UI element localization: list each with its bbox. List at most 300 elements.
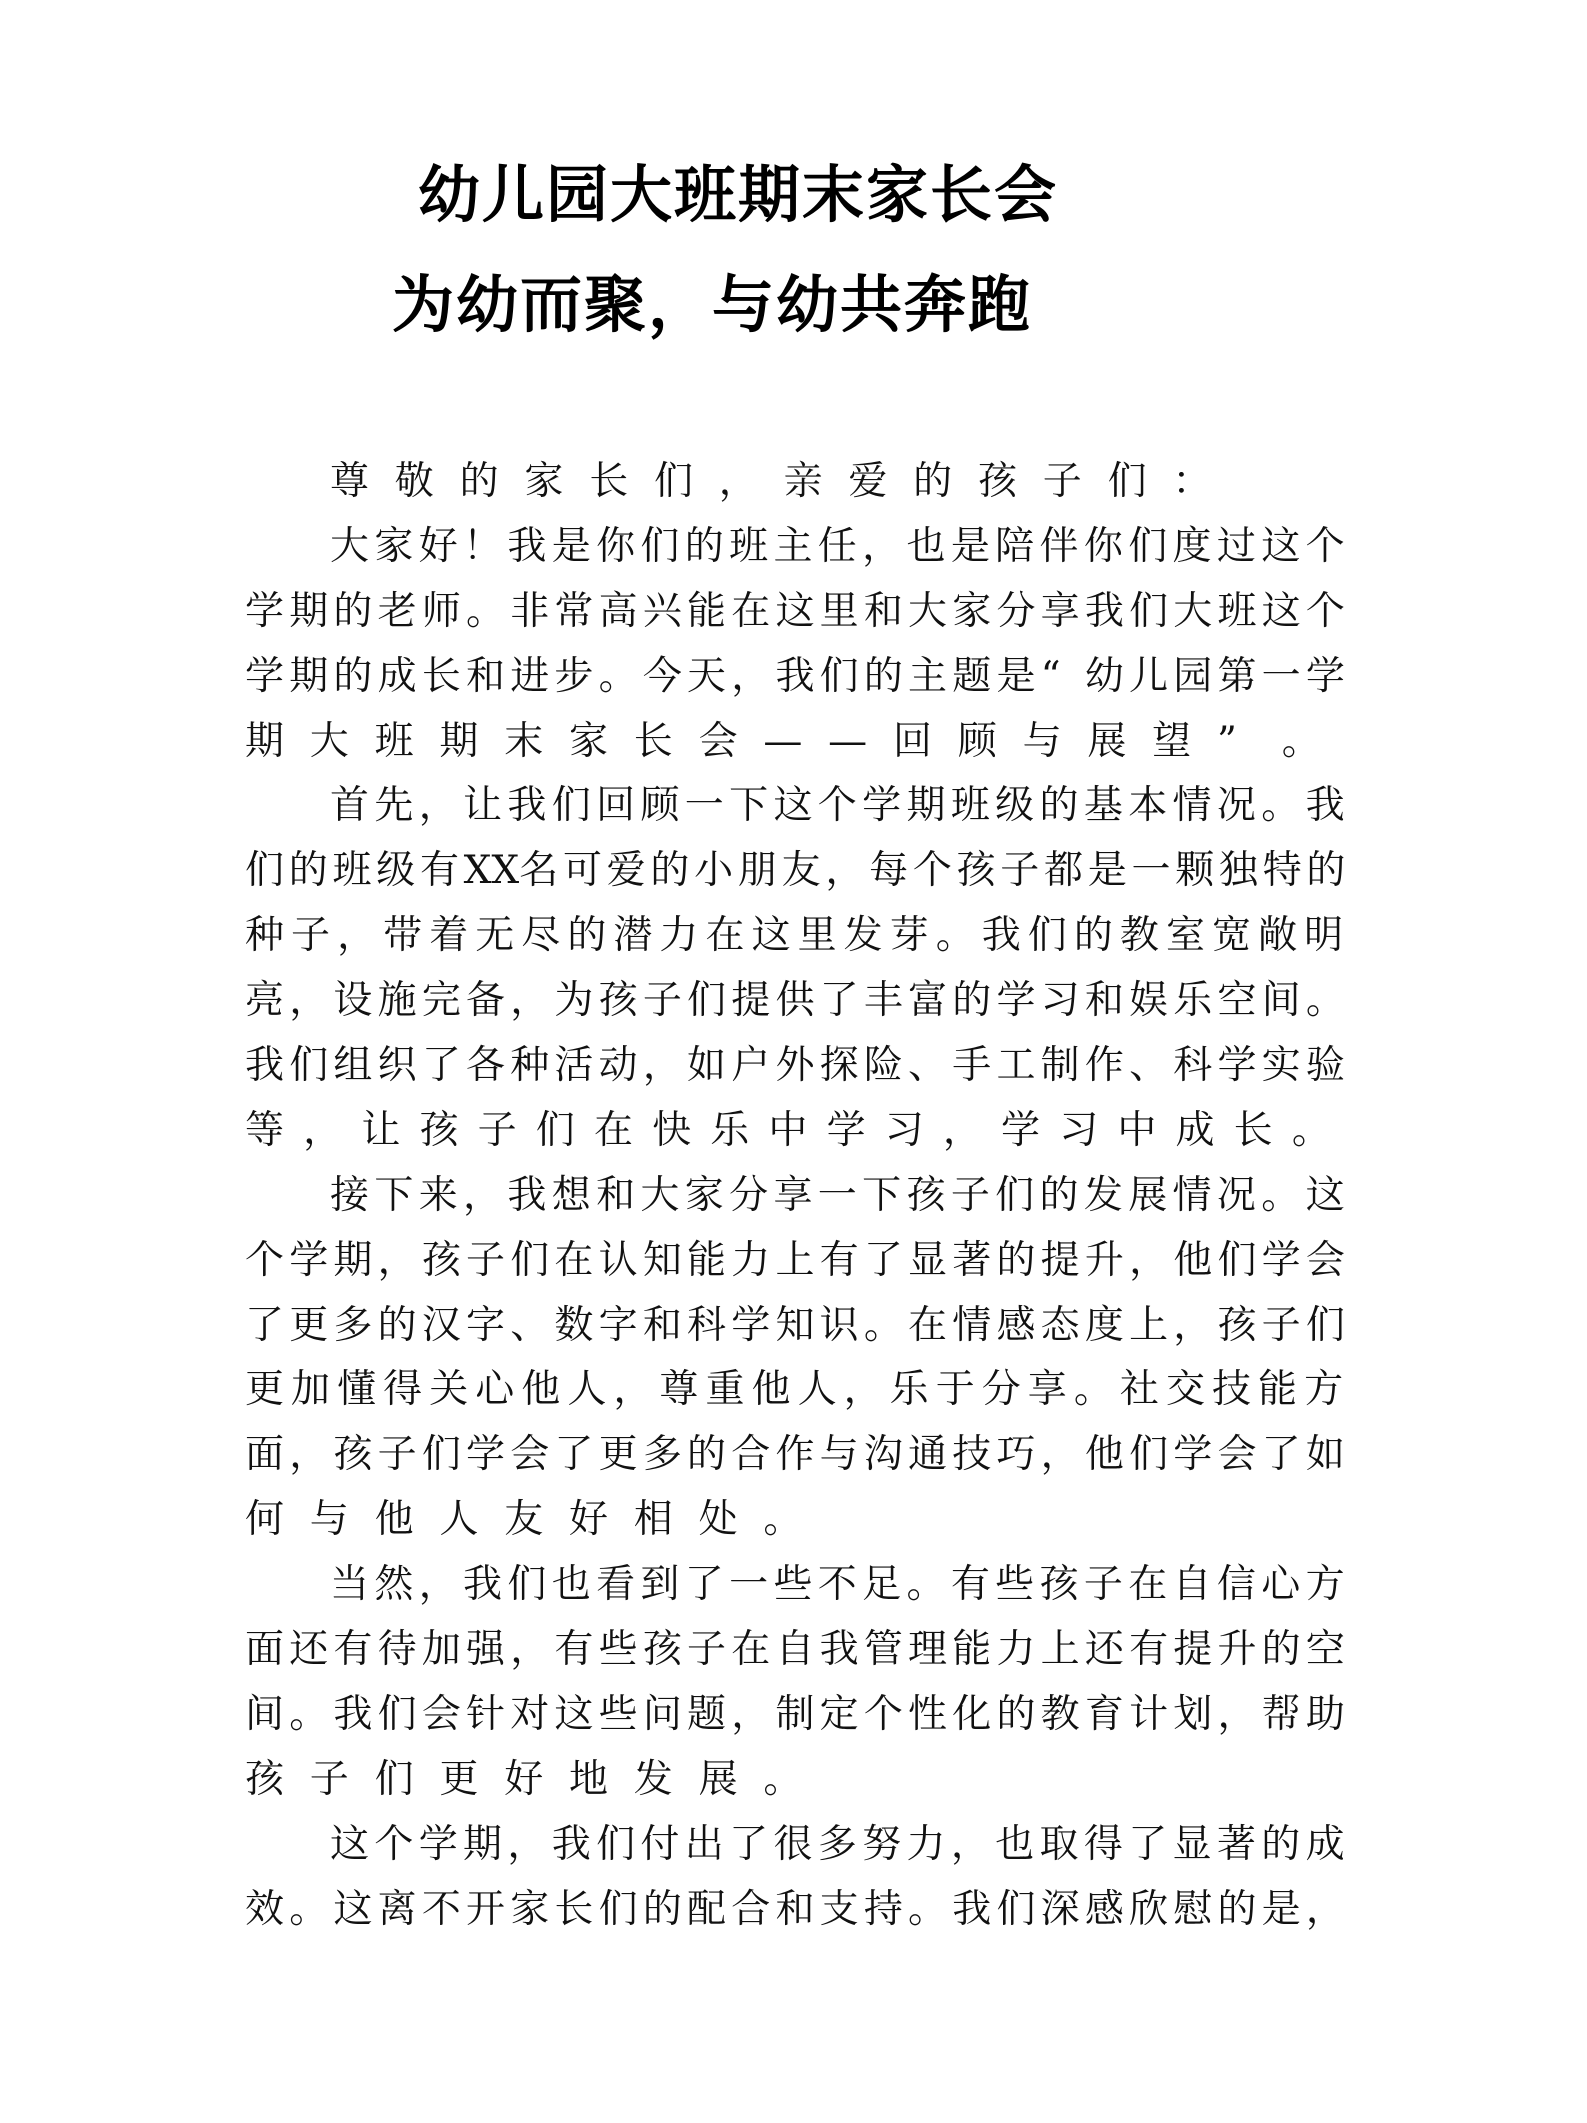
text-glyph: 明 [1304, 913, 1344, 959]
text-glyph: 们 [687, 978, 727, 1024]
text-glyph: 享 [1027, 1367, 1067, 1413]
text-glyph: 个 [817, 783, 857, 829]
text-glyph: 的 [288, 848, 328, 894]
text-glyph: 回 [596, 783, 636, 829]
text-glyph: 享 [1040, 588, 1080, 634]
text-glyph: ， [510, 1627, 550, 1673]
text-glyph: 的 [333, 653, 373, 699]
text-glyph: 我 [333, 1691, 373, 1737]
text-glyph: 施 [377, 978, 417, 1024]
text-glyph: 我 [551, 1821, 591, 1867]
text-glyph: 。 [763, 1497, 803, 1543]
text-glyph: 了 [684, 1562, 724, 1608]
text-glyph: 社 [1119, 1367, 1159, 1413]
text-glyph: 个 [912, 848, 952, 894]
text-glyph: 们 [1129, 588, 1169, 634]
text-glyph: 大 [640, 1172, 680, 1218]
text-glyph: 期 [333, 1237, 373, 1283]
text-glyph: 作 [1084, 1043, 1124, 1089]
text-glyph: 力 [731, 1237, 771, 1283]
paragraph-line [245, 1294, 1350, 1359]
text-glyph: 手 [952, 1043, 992, 1089]
text-glyph: 带 [383, 913, 423, 959]
text-glyph: 心 [475, 1367, 515, 1413]
text-glyph: 我 [507, 783, 547, 829]
text-glyph: 和 [596, 1172, 636, 1218]
text-glyph: 的 [642, 1886, 682, 1932]
text-glyph: 望 [1152, 718, 1192, 764]
text-glyph: “ [1040, 653, 1061, 699]
text-glyph: 期 [439, 718, 479, 764]
text-glyph: 首 [330, 783, 370, 829]
text-glyph: 孩 [245, 1756, 285, 1802]
text-glyph: 的 [1261, 1821, 1301, 1867]
text-glyph: 享 [773, 1172, 813, 1218]
text-glyph: 在 [731, 588, 771, 634]
text-glyph: 子 [466, 1237, 506, 1283]
text-glyph: 合 [731, 1432, 771, 1478]
text-glyph: 先 [374, 783, 414, 829]
text-glyph: 大 [1173, 588, 1213, 634]
text-glyph: ， [289, 978, 329, 1024]
text-glyph: 不 [421, 1886, 461, 1932]
text-glyph: 们 [640, 523, 680, 569]
text-glyph: ， [1305, 1886, 1345, 1932]
text-glyph: 长 [554, 1886, 594, 1932]
text-glyph: 这 [773, 783, 813, 829]
text-glyph: 室 [1165, 913, 1205, 959]
text-glyph: 地 [568, 1756, 608, 1802]
text-glyph: 如 [1305, 1432, 1345, 1478]
text-glyph: 子 [687, 1627, 727, 1673]
text-glyph: 面 [245, 1627, 285, 1673]
text-glyph: ， [1129, 1237, 1169, 1283]
text-glyph: 发 [1083, 1172, 1123, 1218]
text-glyph: ： [1172, 459, 1212, 504]
text-glyph: 学 [1001, 1107, 1041, 1153]
text-glyph: 乐 [710, 1107, 750, 1153]
text-glyph: 、 [908, 1043, 948, 1089]
text-glyph: 助 [1305, 1691, 1345, 1737]
text-glyph: 了 [421, 1043, 461, 1089]
text-glyph: 计 [1129, 1691, 1169, 1737]
text-glyph: 下 [862, 1172, 902, 1218]
text-glyph: 子 [642, 978, 682, 1024]
text-glyph: ， [507, 1821, 547, 1867]
text-glyph: 有 [554, 1627, 594, 1673]
text-glyph: 顾 [640, 783, 680, 829]
text-glyph: 子 [1261, 1302, 1301, 1348]
text-glyph: 上 [1040, 1627, 1080, 1673]
text-glyph: 效 [245, 1886, 285, 1932]
text-glyph: 间 [1261, 978, 1301, 1024]
text-glyph: 字 [466, 1302, 506, 1348]
text-glyph: 和 [642, 1302, 682, 1348]
text-glyph: 了 [1261, 1432, 1301, 1478]
text-glyph: 顾 [957, 718, 997, 764]
text-glyph: 特 [1262, 848, 1302, 894]
text-glyph: 成 [377, 653, 417, 699]
text-glyph: 是 [1087, 848, 1127, 894]
paragraph-line [245, 710, 1350, 775]
text-glyph: 期 [463, 1821, 503, 1867]
text-glyph: 然 [374, 1562, 414, 1608]
text-glyph: 展 [698, 1756, 738, 1802]
text-glyph: 性 [908, 1691, 948, 1737]
text-glyph: 尊 [330, 459, 370, 504]
text-glyph: 有 [333, 1627, 373, 1673]
text-glyph: 这 [775, 588, 815, 634]
text-glyph: 外 [775, 1043, 815, 1089]
text-glyph: 科 [687, 1302, 727, 1348]
document-body [245, 450, 1350, 1942]
text-glyph: 感 [1084, 1886, 1124, 1932]
text-glyph: 。 [1305, 978, 1345, 1024]
text-glyph: 会 [1217, 1432, 1257, 1478]
text-glyph: 字 [598, 1302, 638, 1348]
text-glyph: 深 [1040, 1886, 1080, 1932]
text-glyph: 的 [567, 913, 607, 959]
text-glyph: 的 [1039, 783, 1079, 829]
text-glyph: 信 [1216, 1562, 1256, 1608]
text-glyph: 能 [687, 588, 727, 634]
text-glyph: 这 [1305, 1172, 1345, 1218]
paragraph-line [245, 1358, 1350, 1423]
text-glyph: 与 [819, 1432, 859, 1478]
text-glyph: 家 [374, 523, 414, 569]
text-glyph: 们 [819, 653, 859, 699]
text-glyph: 们 [1217, 1237, 1257, 1283]
text-glyph: 沟 [863, 1432, 903, 1478]
text-glyph: 显 [1172, 1821, 1212, 1867]
text-glyph: 的 [1306, 848, 1346, 894]
text-glyph: 级 [376, 848, 416, 894]
text-glyph: 加 [421, 1627, 461, 1673]
paragraph-line [245, 450, 1350, 515]
text-glyph: 管 [863, 1627, 903, 1673]
text-glyph: 习 [1059, 1107, 1099, 1153]
text-glyph: 班 [729, 523, 769, 569]
text-glyph: 高 [598, 588, 638, 634]
text-glyph: 看 [596, 1562, 636, 1608]
text-glyph: ， [613, 1367, 653, 1413]
text-glyph: 况 [1216, 1172, 1256, 1218]
text-glyph: 孩 [1039, 1562, 1079, 1608]
text-glyph: 能 [1258, 1367, 1298, 1413]
text-glyph: 下 [729, 783, 769, 829]
text-glyph: 有 [419, 848, 459, 894]
text-glyph: 配 [687, 1886, 727, 1932]
text-glyph: 备 [466, 978, 506, 1024]
text-glyph: 的 [687, 1432, 727, 1478]
text-glyph: 种 [245, 913, 285, 959]
text-glyph: 长 [589, 459, 629, 504]
text-glyph: 学 [1261, 1237, 1301, 1283]
text-glyph: 期 [289, 588, 329, 634]
text-glyph: 一 [1131, 848, 1171, 894]
text-glyph: 升 [1217, 1627, 1257, 1673]
text-glyph: 心 [1261, 1562, 1301, 1608]
text-glyph: 习 [1040, 978, 1080, 1024]
text-glyph: 宽 [1211, 913, 1251, 959]
text-glyph: 子 [950, 1172, 990, 1218]
text-glyph: 针 [466, 1691, 506, 1737]
text-glyph: 是 [950, 523, 990, 569]
text-glyph: 题 [687, 1691, 727, 1737]
text-glyph: 他 [1173, 1237, 1213, 1283]
text-glyph: 教 [1040, 1691, 1080, 1737]
text-glyph: 自 [775, 1627, 815, 1673]
text-glyph: 。 [908, 1886, 948, 1932]
text-glyph: 主 [773, 523, 813, 569]
text-glyph: 和 [863, 588, 903, 634]
text-glyph: 想 [551, 1172, 591, 1218]
text-glyph: 他 [1084, 1432, 1124, 1478]
text-glyph: 了 [819, 978, 859, 1024]
text-glyph: 会 [1305, 1237, 1345, 1283]
text-glyph: 长 [421, 653, 461, 699]
text-glyph: 子 [477, 1107, 517, 1153]
text-glyph: 问 [642, 1691, 682, 1737]
text-glyph: 技 [1211, 1367, 1251, 1413]
text-glyph: 末 [504, 718, 544, 764]
text-glyph: 了 [729, 1821, 769, 1867]
text-glyph: 亮 [245, 978, 285, 1024]
text-glyph: 名 [519, 848, 559, 894]
text-glyph: 们 [374, 1756, 414, 1802]
text-glyph: 小 [694, 848, 734, 894]
text-glyph: 度 [1172, 523, 1212, 569]
text-glyph: 成 [1175, 1107, 1215, 1153]
text-glyph: 们 [377, 1691, 417, 1737]
text-glyph: 的 [459, 459, 499, 504]
text-glyph: 家 [684, 1172, 724, 1218]
text-glyph: 中 [768, 1107, 808, 1153]
text-glyph: 育 [1084, 1691, 1124, 1737]
text-glyph: 付 [640, 1821, 680, 1867]
text-glyph: 大 [309, 718, 349, 764]
text-glyph: ， [731, 1691, 771, 1737]
text-glyph: 度 [1084, 1302, 1124, 1348]
text-glyph: 理 [908, 1627, 948, 1673]
text-glyph: 懂 [337, 1367, 377, 1413]
text-glyph: 多 [642, 1432, 682, 1478]
text-glyph: 一 [817, 1172, 857, 1218]
text-glyph: 显 [908, 1237, 948, 1283]
text-glyph: 伴 [1039, 523, 1079, 569]
text-glyph: 不 [817, 1562, 857, 1608]
text-glyph: 更 [439, 1756, 479, 1802]
text-glyph: 习 [884, 1107, 924, 1153]
paragraph-line [245, 645, 1350, 710]
text-glyph: 兴 [642, 588, 682, 634]
text-glyph: 提 [731, 978, 771, 1024]
text-glyph: 实 [1261, 1043, 1301, 1089]
text-glyph: 的 [996, 1691, 1036, 1737]
text-glyph: 这 [1261, 523, 1301, 569]
text-glyph: 们 [421, 1432, 461, 1478]
text-glyph: 了 [1128, 1821, 1168, 1867]
text-glyph: 汉 [421, 1302, 461, 1348]
text-glyph: 学 [418, 1821, 458, 1867]
text-glyph: 家 [568, 718, 608, 764]
text-glyph: 科 [1173, 1043, 1213, 1089]
text-glyph: 子 [377, 1432, 417, 1478]
text-glyph: 情 [1172, 1172, 1212, 1218]
text-glyph: 中 [1117, 1107, 1157, 1153]
paragraph-line [245, 1748, 1350, 1813]
text-glyph: 也 [551, 1562, 591, 1608]
text-glyph: 支 [819, 1886, 859, 1932]
text-glyph: 知 [642, 1237, 682, 1283]
text-glyph: 爱 [606, 848, 646, 894]
text-glyph: 技 [952, 1432, 992, 1478]
text-glyph: 力 [659, 913, 699, 959]
text-glyph: 些 [773, 1562, 813, 1608]
text-glyph: 会 [510, 1432, 550, 1478]
text-glyph: ， [718, 459, 758, 504]
text-glyph: 孩 [1217, 1302, 1257, 1348]
text-glyph: 完 [421, 978, 461, 1024]
text-glyph: 们 [653, 459, 693, 504]
text-glyph: 你 [596, 523, 636, 569]
text-glyph: 个 [863, 1691, 903, 1737]
text-glyph: 亲 [783, 459, 823, 504]
text-glyph: 子 [309, 1756, 349, 1802]
text-glyph: 来 [418, 1172, 458, 1218]
text-glyph: 很 [773, 1821, 813, 1867]
text-glyph: ” [1216, 718, 1237, 764]
text-glyph: 力 [906, 1821, 946, 1867]
text-glyph: 乐 [889, 1367, 929, 1413]
text-glyph: 与 [1022, 718, 1062, 764]
text-glyph: 当 [330, 1562, 370, 1608]
text-glyph: ， [862, 523, 902, 569]
paragraph-line [245, 774, 1350, 839]
text-glyph: 多 [817, 1821, 857, 1867]
text-glyph: 。 [1291, 1107, 1331, 1153]
text-glyph: ， [843, 1367, 883, 1413]
text-glyph: 合 [731, 1886, 771, 1932]
text-glyph: ， [950, 1821, 990, 1867]
text-glyph: 识 [819, 1302, 859, 1348]
text-glyph: 著 [1216, 1821, 1256, 1867]
text-glyph: 我 [1084, 588, 1124, 634]
text-glyph: 这 [554, 1691, 594, 1737]
text-glyph: 的 [1073, 913, 1113, 959]
text-glyph: 知 [775, 1302, 815, 1348]
text-glyph: 一 [729, 1562, 769, 1608]
text-glyph: 无 [475, 913, 515, 959]
text-glyph: 展 [1087, 718, 1127, 764]
text-glyph: 种 [510, 1043, 550, 1089]
text-glyph: 上 [1129, 1302, 1169, 1348]
text-glyph: 这 [751, 913, 791, 959]
text-glyph: 娱 [1129, 978, 1169, 1024]
text-glyph: 也 [906, 523, 946, 569]
text-glyph: 。 [863, 1302, 903, 1348]
text-glyph: 提 [1173, 1627, 1213, 1673]
text-glyph: 方 [1305, 1562, 1345, 1608]
text-glyph: 分 [996, 588, 1036, 634]
text-glyph: 潜 [613, 913, 653, 959]
text-glyph: 。 [289, 1886, 329, 1932]
text-glyph: 们 [596, 1821, 636, 1867]
text-glyph: 欣 [1129, 1886, 1169, 1932]
text-glyph: 持 [863, 1886, 903, 1932]
text-glyph: 何 [245, 1497, 285, 1543]
text-glyph: ， [942, 1107, 982, 1153]
text-glyph: 孩 [642, 1627, 682, 1673]
text-glyph: 们 [1107, 459, 1147, 504]
text-glyph: 子 [1083, 1562, 1123, 1608]
paragraph-line [245, 580, 1350, 645]
text-glyph: 学 [1173, 1432, 1213, 1478]
text-glyph: 主 [908, 653, 948, 699]
text-glyph: 乐 [1173, 978, 1213, 1024]
text-glyph: 也 [995, 1821, 1035, 1867]
text-glyph: 人 [797, 1367, 837, 1413]
text-glyph: 定 [819, 1691, 859, 1737]
text-glyph: 学 [862, 783, 902, 829]
text-glyph: 力 [996, 1627, 1036, 1673]
text-glyph: 提 [1040, 1237, 1080, 1283]
text-glyph: 能 [687, 1237, 727, 1283]
text-glyph: 努 [862, 1821, 902, 1867]
text-glyph: 朋 [737, 848, 777, 894]
text-glyph: ！ [463, 523, 503, 569]
text-glyph: 、 [510, 1302, 550, 1348]
text-glyph: 都 [1044, 848, 1084, 894]
text-glyph: 园 [1173, 653, 1213, 699]
text-glyph: ， [303, 1107, 343, 1153]
text-glyph: 子 [1000, 848, 1040, 894]
text-glyph: 划 [1173, 1691, 1213, 1737]
text-glyph: 们 [1027, 913, 1067, 959]
paragraph-line [245, 1683, 1350, 1748]
text-glyph: 进 [510, 653, 550, 699]
text-glyph: 好 [504, 1756, 544, 1802]
text-glyph: 学 [731, 1302, 771, 1348]
text-glyph: 们 [289, 1043, 329, 1089]
text-glyph: ， [1040, 1432, 1080, 1478]
text-glyph: 和 [775, 1886, 815, 1932]
text-glyph: 面 [245, 1432, 285, 1478]
text-glyph: 交 [1165, 1367, 1205, 1413]
text-glyph: 多 [333, 1302, 373, 1348]
text-glyph: ， [418, 1562, 458, 1608]
text-glyph: 学 [466, 1432, 506, 1478]
text-glyph: 是 [551, 523, 591, 569]
paragraph-line [245, 904, 1350, 969]
text-glyph: 大 [908, 588, 948, 634]
text-glyph: 于 [935, 1367, 975, 1413]
text-glyph: 在 [908, 1302, 948, 1348]
text-glyph: 上 [775, 1237, 815, 1283]
text-glyph: 敬 [394, 459, 434, 504]
text-glyph: 着 [429, 913, 469, 959]
text-glyph: 们 [551, 783, 591, 829]
text-glyph: 在 [705, 913, 745, 959]
text-glyph: 开 [466, 1886, 506, 1932]
text-glyph: 学 [1305, 653, 1345, 699]
text-glyph: ， [418, 783, 458, 829]
text-glyph: 户 [731, 1043, 771, 1089]
text-glyph: 个 [374, 1821, 414, 1867]
text-glyph: 等 [245, 1107, 285, 1153]
text-glyph: XX [463, 848, 520, 894]
text-glyph: 天 [687, 653, 727, 699]
